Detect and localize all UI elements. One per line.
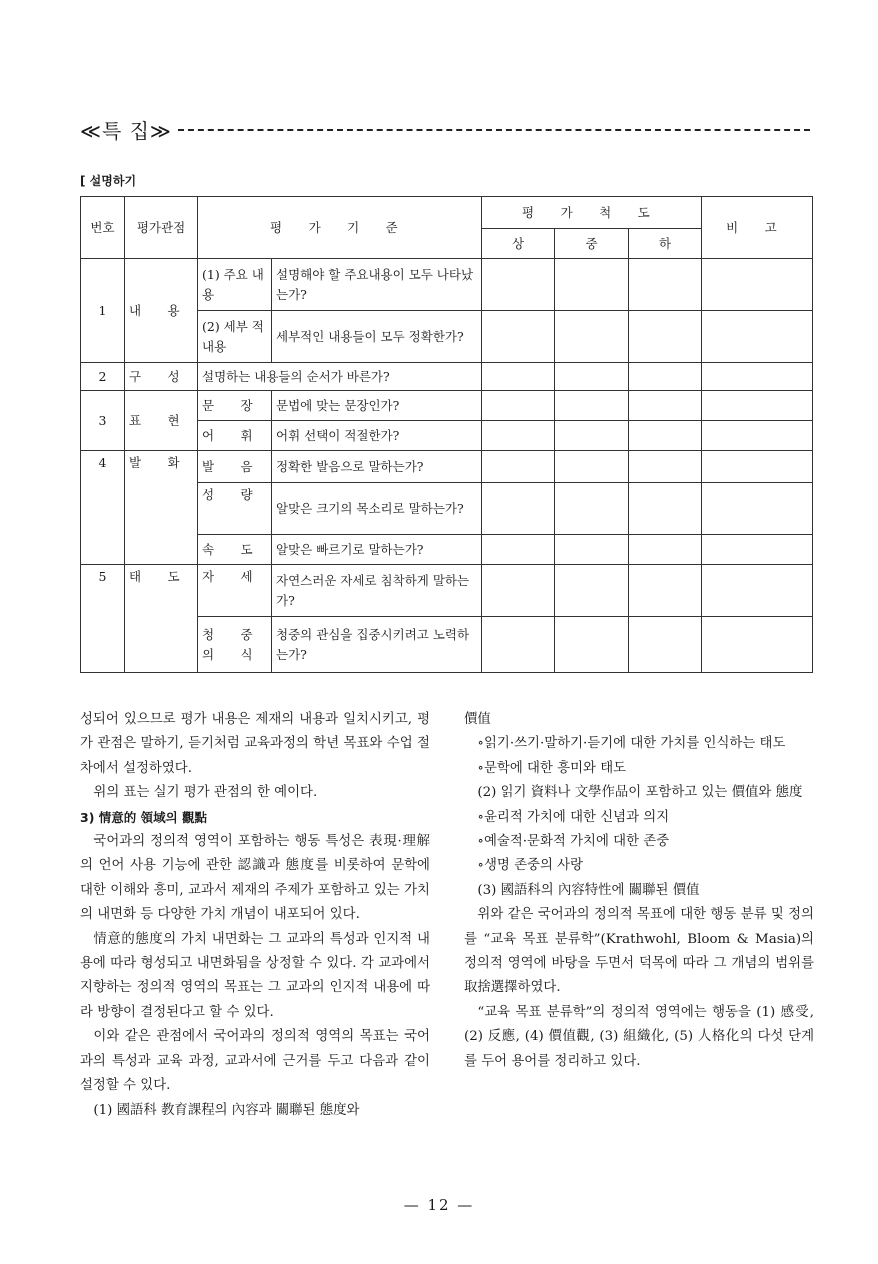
paragraph: 情意的態度의 가치 내면화는 그 교과의 특성과 인지적 내용에 따라 형성되고 내면화됨을 상정할 수 있다. 각 교과에서 지향하는 정의적 영역의 목표는 그 교과의 인지적 내용에 따라 방향이 결정된다고 할 수 있다. bbox=[80, 931, 430, 1020]
row-no: 2 bbox=[81, 363, 125, 391]
right-column bbox=[464, 708, 814, 1074]
score-cell bbox=[629, 421, 702, 451]
score-cell bbox=[482, 391, 555, 421]
remarks-cell bbox=[702, 483, 813, 535]
row-criterion: 세부적인 내용들이 모두 정확한가? bbox=[272, 311, 482, 363]
paragraph: 성되어 있으므로 평가 내용은 제재의 내용과 일치시키고, 평가 관점은 말하기, 듣기처럼 교육과정의 학년 목표와 수업 절차에서 설정하였다. bbox=[80, 712, 430, 776]
score-cell bbox=[555, 451, 629, 483]
score-cell bbox=[555, 483, 629, 535]
paragraph: 국어과의 정의적 영역이 포함하는 행동 특성은 表現·理解의 언어 사용 기능에 관한 認識과 態度를 비롯하여 문학에 대한 이해와 흥미, 교과서 제재의 주제가 포함하고 있는 가치의 내면화 등 다양한 가치 개념이 내포되어 있다. bbox=[80, 834, 430, 923]
score-cell bbox=[555, 617, 629, 673]
feature-title: ≪특 집≫ bbox=[80, 118, 172, 143]
score-cell bbox=[555, 311, 629, 363]
row-subitem: 발 음 bbox=[198, 451, 272, 483]
row-criterion: 설명하는 내용들의 순서가 바른가? bbox=[198, 363, 482, 391]
score-cell bbox=[629, 565, 702, 617]
row-no: 5 bbox=[81, 565, 125, 673]
row-subitem: 성 량 bbox=[198, 483, 272, 535]
paragraph: (3) 國語科의 內容特性에 關聯된 價值 bbox=[477, 882, 700, 898]
paragraph: 위와 같은 국어과의 정의적 목표에 대한 행동 분류 및 정의를 “교육 목표 분류학”(Krathwohl, Bloom & Masia)의 정의적 영역에 바탕을 두면서 덕목에 따라 그 개념의 범위를 取捨選擇하였다. bbox=[464, 907, 814, 996]
row-subitem: 청 중 의 식 bbox=[198, 617, 272, 673]
score-cell bbox=[555, 535, 629, 565]
evaluation-table bbox=[80, 196, 813, 673]
row-criterion: 자연스러운 자세로 침착하게 말하는가? bbox=[272, 565, 482, 617]
score-cell bbox=[629, 311, 702, 363]
section-heading: 3) 情意的 領域의 觀點 bbox=[80, 809, 208, 825]
header-viewpoint: 평가관점 bbox=[125, 197, 198, 259]
header-scale: 평 가 척 도 bbox=[482, 197, 702, 229]
score-cell bbox=[555, 565, 629, 617]
section-label: [ 설명하기 bbox=[80, 174, 137, 188]
remarks-cell bbox=[702, 617, 813, 673]
header-no: 번호 bbox=[81, 197, 125, 259]
table-row bbox=[81, 451, 813, 483]
score-cell bbox=[482, 311, 555, 363]
header-criteria: 평 가 기 준 bbox=[198, 197, 482, 259]
score-cell bbox=[482, 421, 555, 451]
row-no: 4 bbox=[81, 451, 125, 565]
row-criterion: 알맞은 크기의 목소리로 말하는가? bbox=[272, 483, 482, 535]
paragraph: 위의 표는 실기 평가 관점의 한 예이다. bbox=[93, 785, 318, 801]
row-criterion: 어휘 선택이 적절한가? bbox=[272, 421, 482, 451]
score-cell bbox=[629, 363, 702, 391]
score-cell bbox=[482, 535, 555, 565]
row-criterion: 알맞은 빠르기로 말하는가? bbox=[272, 535, 482, 565]
header-high: 상 bbox=[482, 229, 555, 259]
row-subitem: 속 도 bbox=[198, 535, 272, 565]
remarks-cell bbox=[702, 565, 813, 617]
row-viewpoint: 태 도 bbox=[125, 565, 198, 673]
row-subitem: 문 장 bbox=[198, 391, 272, 421]
table-row bbox=[81, 259, 813, 311]
score-cell bbox=[555, 259, 629, 311]
row-criterion: 문법에 맞는 문장인가? bbox=[272, 391, 482, 421]
header-remarks: 비 고 bbox=[702, 197, 813, 259]
remarks-cell bbox=[702, 535, 813, 565]
remarks-cell bbox=[702, 421, 813, 451]
row-viewpoint: 구 성 bbox=[125, 363, 198, 391]
table-row bbox=[81, 391, 813, 421]
row-subitem: 자 세 bbox=[198, 565, 272, 617]
score-cell bbox=[482, 451, 555, 483]
row-criterion: 청중의 관심을 집중시키려고 노력하는가? bbox=[272, 617, 482, 673]
score-cell bbox=[555, 421, 629, 451]
paragraph: (1) 國語科 教育課程의 內容과 關聯된 態度와 bbox=[93, 1102, 360, 1118]
score-cell bbox=[629, 391, 702, 421]
score-cell bbox=[629, 483, 702, 535]
row-criterion: 정확한 발음으로 말하는가? bbox=[272, 451, 482, 483]
row-subitem: 어 휘 bbox=[198, 421, 272, 451]
score-cell bbox=[629, 535, 702, 565]
row-viewpoint: 발 화 bbox=[125, 451, 198, 565]
row-no: 3 bbox=[81, 391, 125, 451]
bullet-item: ∘생명 존중의 사랑 bbox=[477, 858, 584, 874]
score-cell bbox=[482, 363, 555, 391]
table-row bbox=[81, 565, 813, 617]
score-cell bbox=[629, 259, 702, 311]
remarks-cell bbox=[702, 259, 813, 311]
score-cell bbox=[629, 617, 702, 673]
remarks-cell bbox=[702, 311, 813, 363]
score-cell bbox=[482, 483, 555, 535]
bullet-item: ∘문학에 대한 흥미와 태도 bbox=[477, 760, 627, 776]
header-low: 하 bbox=[629, 229, 702, 259]
score-cell bbox=[555, 391, 629, 421]
paragraph: (2) 읽기 資料나 文學作品이 포함하고 있는 價值와 態度 bbox=[477, 785, 803, 801]
left-column bbox=[80, 708, 430, 1123]
row-subitem: (1) 주요 내용 bbox=[198, 259, 272, 311]
header-mid: 중 bbox=[555, 229, 629, 259]
score-cell bbox=[482, 565, 555, 617]
page-number: — 12 — bbox=[403, 1196, 475, 1214]
table-row bbox=[81, 363, 813, 391]
paragraph: 이와 같은 관점에서 국어과의 정의적 영역의 목표는 국어과의 특성과 교육 과정, 교과서에 근거를 두고 다음과 같이 설정할 수 있다. bbox=[80, 1029, 430, 1094]
score-cell bbox=[482, 259, 555, 311]
row-criterion: 설명해야 할 주요내용이 모두 나타났는가? bbox=[272, 259, 482, 311]
paragraph: “교육 목표 분류학”의 정의적 영역에는 행동을 (1) 感受, (2) 反應, (4) 價值觀, (3) 組織化, (5) 人格化의 다섯 단계를 두어 용어를 정리하고 있다. bbox=[464, 1004, 814, 1069]
score-cell bbox=[482, 617, 555, 673]
feature-header bbox=[80, 114, 810, 144]
score-cell bbox=[555, 363, 629, 391]
remarks-cell bbox=[702, 451, 813, 483]
paragraph: 價值 bbox=[464, 712, 491, 727]
bullet-item: ∘예술적·문화적 가치에 대한 존중 bbox=[477, 834, 670, 850]
bullet-item: ∘읽기·쓰기·말하기·듣기에 대한 가치를 인식하는 태도 bbox=[477, 736, 786, 752]
row-subitem: (2) 세부 적 내용 bbox=[198, 311, 272, 363]
bullet-item: ∘윤리적 가치에 대한 신념과 의지 bbox=[477, 809, 670, 825]
remarks-cell bbox=[702, 391, 813, 421]
row-viewpoint: 표 현 bbox=[125, 391, 198, 451]
remarks-cell bbox=[702, 363, 813, 391]
score-cell bbox=[629, 451, 702, 483]
row-viewpoint: 내 용 bbox=[125, 259, 198, 363]
header-dashed-rule bbox=[178, 129, 810, 131]
row-no: 1 bbox=[81, 259, 125, 363]
